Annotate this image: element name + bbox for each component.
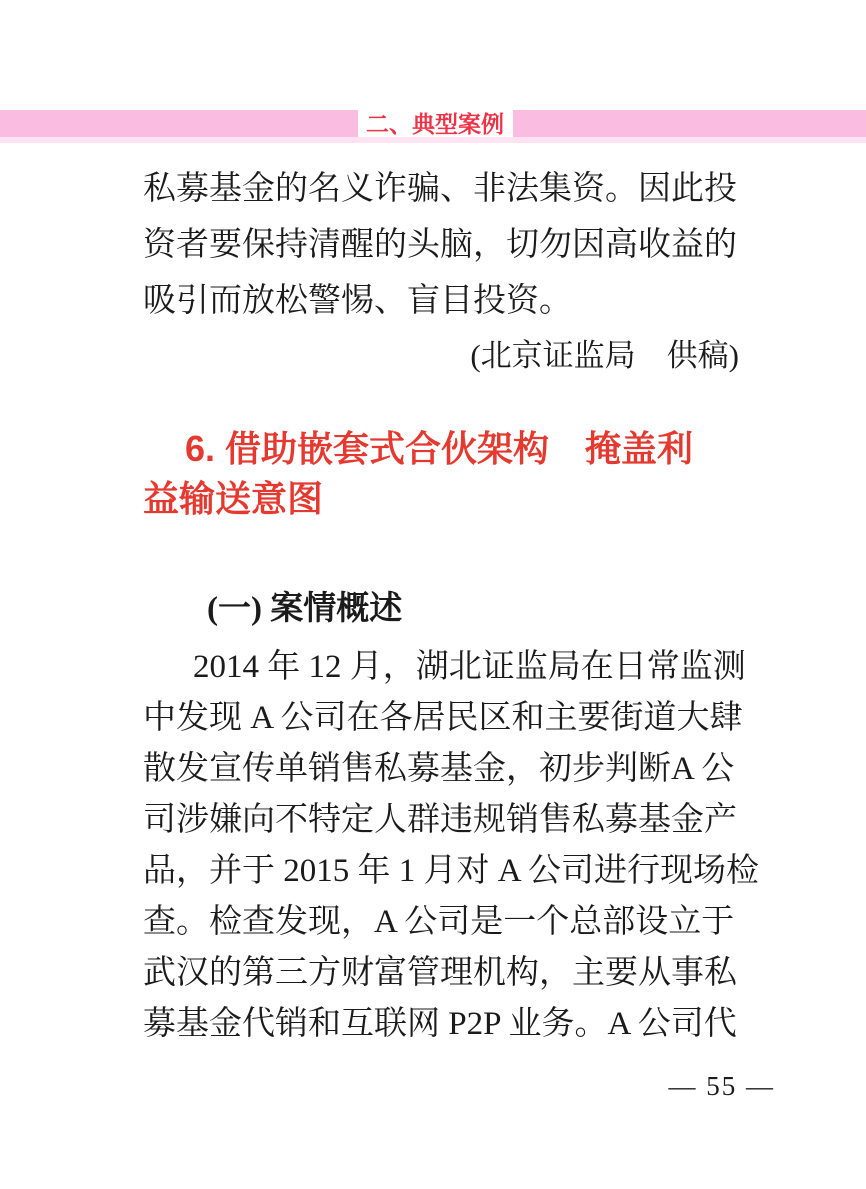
text-line: 散发宣传单销售私募基金，初步判断A 公 (143, 751, 735, 787)
section-heading-line: 6. 借助嵌套式合伙架构 掩盖利 (185, 428, 694, 469)
section-heading-line: 益输送意图 (143, 478, 324, 519)
attribution-byline: (北京证监局 供稿) (470, 338, 739, 373)
text-line: 品，并于 2015 年 1 月对 A 公司进行现场检 (143, 853, 760, 889)
text-line: 2014 年 12 月，湖北证监局在日常监测 (193, 649, 746, 685)
text-line: 资者要保持清醒的头脑，切勿因高收益的 (143, 227, 737, 263)
text-line: 司涉嫌向不特定人群违规销售私募基金产 (143, 802, 737, 838)
section-heading (143, 424, 739, 524)
text-line: 查。检查发现，A 公司是一个总部设立于 (143, 904, 735, 940)
text-line: 募基金代销和互联网 P2P 业务。A 公司代 (143, 1006, 737, 1042)
header-band-shadow (0, 137, 866, 143)
header-band-left (0, 110, 358, 137)
case-summary-paragraph (143, 642, 760, 1050)
text-line: 私募基金的名义诈骗、非法集资。因此投 (143, 171, 737, 207)
text-line: 中发现 A 公司在各居民区和主要街道大肆 (143, 700, 743, 736)
paragraph-continuation (143, 161, 739, 329)
header-band-right (513, 110, 866, 137)
text-line: 吸引而放松警惕、盲目投资。 (143, 283, 572, 319)
text-line: 武汉的第三方财富管理机构，主要从事私 (143, 955, 737, 991)
page-number: — 55 — (668, 1071, 775, 1101)
chapter-header-title: 二、典型案例 (366, 111, 504, 137)
subsection-heading: (一) 案情概述 (207, 591, 403, 627)
